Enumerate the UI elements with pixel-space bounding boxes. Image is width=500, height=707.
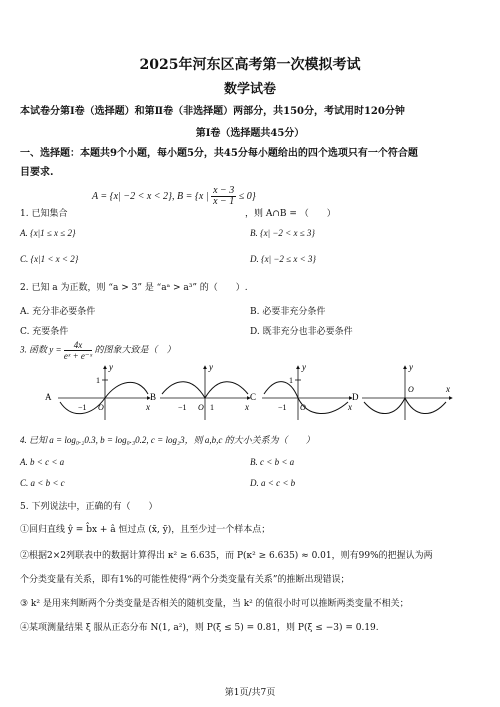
- q3b-axis-x: x: [245, 402, 249, 412]
- q3b-tick-1: 1: [210, 403, 214, 412]
- q5-statement-4: ④某项测量结果 ξ 服从正态分布 N(1, a²)，则 P(ξ ≤ 5) = 0.81，则 P(ξ ≤ −3) = 0.19.: [20, 623, 379, 633]
- q3a-axis-y: y: [109, 362, 113, 372]
- q3b-origin: O: [198, 403, 204, 412]
- q3c-origin: O: [300, 403, 306, 412]
- q3-graph-c[interactable]: [250, 362, 352, 420]
- q4-option-c: C. a < b < c: [20, 478, 65, 488]
- q3-graph-a[interactable]: [45, 362, 150, 420]
- q3a-axis-x: x: [146, 402, 150, 412]
- q1-option-b: B. {x| −2 < x ≤ 3}: [250, 228, 315, 238]
- section-heading-line2: 目要求.: [20, 167, 54, 178]
- q3d-origin: O: [408, 385, 414, 394]
- q3c-tick-neg1: −1: [278, 403, 287, 412]
- q1-set-b-right: ≤ 0}: [236, 190, 256, 202]
- q4-option-d: D. a < c < b: [250, 478, 296, 488]
- q1-set-b-denominator: x − 1: [213, 196, 235, 207]
- q1-set-b-fraction: [211, 186, 236, 207]
- exam-title: 2025年河东区高考第一次模拟考试: [139, 57, 361, 73]
- q3a-origin: O: [98, 403, 104, 412]
- q3-graph-d[interactable]: [352, 362, 452, 420]
- exam-intro: 本试卷分第Ⅰ卷（选择题）和第Ⅱ卷（非选择题）两部分，共150分，考试用时120分钟: [20, 106, 405, 117]
- q3-label-d: D: [352, 392, 359, 402]
- q3-denominator: eˣ + e⁻ˣ: [63, 351, 93, 361]
- q1-set-formula: [92, 186, 256, 207]
- q4-option-a: A. b < c < a: [20, 457, 65, 467]
- q2-option-c: C. 充要条件: [20, 327, 69, 337]
- subject-title: 数学试卷: [223, 82, 276, 97]
- page-number: 第1页/共7页: [224, 688, 276, 698]
- q1-set-b-left: {x |: [194, 190, 212, 202]
- part-one-title: 第Ⅰ卷（选择题共45分）: [195, 128, 305, 139]
- q1-option-a: A. {x|1 ≤ x ≤ 2}: [20, 228, 76, 238]
- q5-statement-2-line1: ②根据2×2列联表中的数据计算得出 κ² ≥ 6.635，而 P(κ² ≥ 6.635) ≈ 0.01，则有99%的把握认为两: [20, 551, 433, 561]
- q3d-axis-y: y: [409, 362, 413, 372]
- q3-graph-b[interactable]: [150, 362, 250, 420]
- q3a-tick-1: 1: [96, 376, 100, 385]
- q4-stem: 4. 已知 a = log₀.₂0.3, b = log₀.₃0.2, c = log₂3，则 a,b,c 的大小关系为（ ）: [20, 435, 315, 445]
- q3d-axis-x: x: [446, 384, 450, 394]
- q1-option-d: D. {x| −2 ≤ x < 3}: [250, 254, 316, 264]
- q5-statement-1: ①回归直线 ŷ = b̂x + â 恒过点 (x̄, ȳ)，且至少过一个样本点；: [20, 525, 271, 535]
- q3-label-c: C: [250, 392, 257, 402]
- q1-stem-end: ，则 A∩B = （ ）: [245, 209, 336, 219]
- q5-statement-3: ③ k² 是用来判断两个分类变量是否相关的随机变量，当 k² 的值很小时可以推断两类变量不相关；: [20, 599, 409, 609]
- q3-numerator: 4x: [64, 340, 92, 351]
- q5-stem: 5. 下列说法中，正确的有（ ）: [20, 502, 158, 512]
- q3c-axis-x: x: [348, 402, 352, 412]
- q3-stem-prefix: 3. 函数 y =: [20, 344, 64, 355]
- q3-fraction: [64, 340, 92, 361]
- q3a-tick-neg1: −1: [78, 403, 87, 412]
- q1-stem: 1. 已知集合: [20, 209, 68, 219]
- q1-set-a: A = {x| −2 < x < 2}, B =: [92, 190, 195, 202]
- q4-option-b: B. c < b < a: [250, 457, 295, 467]
- q5-statement-2-line2: 个分类变量有关系，即有1%的可能性使得“两个分类变量有关系”的推断出现错误；: [20, 575, 350, 585]
- q3-graph-options: [0, 360, 500, 424]
- q3-stem-suffix: 的图象大致是（ ）: [92, 344, 176, 355]
- q3-label-a: A: [45, 392, 52, 402]
- q1-set-b-numerator: x − 3: [213, 185, 235, 196]
- q2-option-b: B. 必要非充分条件: [250, 307, 326, 317]
- q2-stem: 2. 已知 a 为正数，则 “a > 3” 是 “aᵃ > a³” 的（ ）.: [20, 283, 248, 293]
- q3-stem: [20, 340, 176, 361]
- q3c-axis-y: y: [302, 362, 306, 372]
- section-heading-line1: 一、选择题：本题共9个小题，每小题5分，共45分每小题给出的四个选项只有一个符合题: [20, 148, 418, 159]
- q3-label-b: B: [150, 392, 157, 402]
- q3b-tick-neg1: −1: [178, 403, 187, 412]
- q2-option-a: A. 充分非必要条件: [20, 307, 96, 317]
- q3b-axis-y: y: [209, 362, 213, 372]
- q2-option-d: D. 既非充分也非必要条件: [250, 327, 353, 337]
- q3c-tick-1: 1: [289, 376, 293, 385]
- q1-option-c: C. {x|1 < x < 2}: [20, 254, 79, 264]
